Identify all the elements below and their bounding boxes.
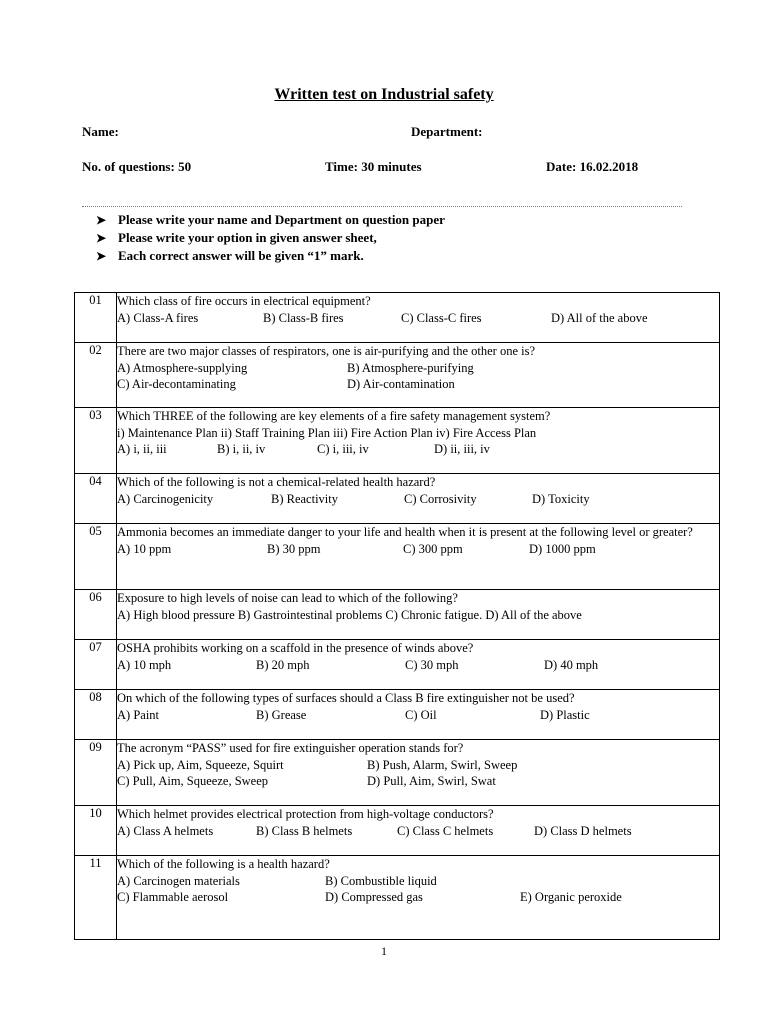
- question-number: 05: [75, 524, 117, 590]
- arrow-bullet-icon: ➤: [96, 249, 107, 263]
- question-number: 11: [75, 856, 117, 940]
- option-b: B) 20 mph: [256, 657, 310, 672]
- question-text: The acronym “PASS” used for fire extinguisher operation stands for?: [117, 741, 464, 755]
- question-subtext: i) Maintenance Plan ii) Staff Training Plan iii) Fire Action Plan iv) Fire Access Plan: [117, 425, 537, 440]
- options-row: [117, 360, 719, 377]
- option-d: D) Compressed gas: [325, 890, 423, 904]
- option-d: D) Pull, Aim, Swirl, Swat: [367, 774, 496, 788]
- option-c: C) i, iii, iv: [317, 442, 369, 456]
- question-text: On which of the following types of surfaces should a Class B fire extinguisher not be used?: [117, 691, 575, 705]
- question-number: 09: [75, 740, 117, 806]
- option-d: D) Plastic: [540, 707, 590, 722]
- question-text: Which of the following is not a chemical-related health hazard?: [117, 475, 436, 489]
- question-body: [117, 293, 720, 343]
- questions-table: [74, 292, 720, 940]
- option-d: D) Toxicity: [532, 491, 590, 506]
- option-a: A) Paint: [117, 707, 160, 722]
- question-text: OSHA prohibits working on a scaffold in the presence of winds above?: [117, 641, 474, 655]
- options-row: [117, 773, 719, 790]
- option-c: C) Class C helmets: [397, 823, 494, 838]
- option-c: C) 30 mph: [405, 657, 459, 672]
- instruction-text: Please write your option in given answer sheet,: [118, 230, 377, 245]
- option-c: C) Air-decontaminating: [117, 377, 236, 391]
- option-a: A) Pick up, Aim, Squeeze, Squirt: [117, 757, 284, 772]
- question-body: [117, 590, 720, 640]
- question-number: 06: [75, 590, 117, 640]
- instruction-text: Each correct answer will be given “1” mark.: [118, 248, 364, 263]
- option-c: C) Flammable aerosol: [117, 890, 229, 904]
- option-a: A) Class-A fires: [117, 310, 199, 325]
- option-e: E) Organic peroxide: [520, 890, 622, 904]
- page-title: Written test on Industrial safety: [274, 86, 494, 103]
- options-row: [117, 376, 719, 393]
- option-d: D) Class D helmets: [534, 823, 632, 838]
- options-row: [117, 823, 719, 840]
- options-row: A) High blood pressure B) Gastrointestinal problems C) Chronic fatigue. D) All of the above: [117, 607, 582, 622]
- question-body: [117, 408, 720, 474]
- question-text: Ammonia becomes an immediate danger to your life and health when it is present at the following level or greater?: [117, 525, 693, 539]
- question-number: 04: [75, 474, 117, 524]
- option-a: A) 10 ppm: [117, 541, 172, 556]
- options-row: [117, 441, 719, 458]
- page-number: 1: [381, 944, 387, 958]
- option-b: B) Push, Alarm, Swirl, Sweep: [367, 757, 518, 772]
- question-text: Which helmet provides electrical protection from high-voltage conductors?: [117, 807, 494, 821]
- options-row: [117, 310, 719, 327]
- question-body: [117, 640, 720, 690]
- option-b: B) Reactivity: [271, 491, 338, 506]
- options-row: [117, 491, 719, 508]
- option-a: A) Atmosphere-supplying: [117, 360, 248, 375]
- question-number: 10: [75, 806, 117, 856]
- option-a: A) Carcinogen materials: [117, 873, 240, 888]
- question-row: [75, 474, 720, 524]
- question-row: [75, 690, 720, 740]
- option-c: C) Class-C fires: [401, 310, 482, 325]
- options-row: [117, 873, 719, 890]
- name-label: Name:: [82, 124, 119, 139]
- question-text: Which of the following is a health hazard?: [117, 857, 330, 871]
- question-body: [117, 524, 720, 590]
- question-row: [75, 293, 720, 343]
- department-label: Department:: [411, 124, 483, 139]
- instruction-item: [96, 229, 445, 247]
- question-number: 08: [75, 690, 117, 740]
- question-row: [75, 806, 720, 856]
- question-row: [75, 640, 720, 690]
- option-b: B) i, ii, iv: [217, 442, 266, 456]
- option-d: D) Air-contamination: [347, 377, 455, 391]
- question-row: [75, 740, 720, 806]
- dotted-divider: [82, 206, 682, 207]
- option-b: B) Atmosphere-purifying: [347, 360, 474, 375]
- option-b: B) Class-B fires: [263, 310, 344, 325]
- question-text: Which class of fire occurs in electrical equipment?: [117, 294, 371, 308]
- option-d: D) ii, iii, iv: [434, 442, 490, 456]
- options-row: [117, 657, 719, 674]
- question-text: Exposure to high levels of noise can lead to which of the following?: [117, 591, 458, 605]
- question-body: [117, 740, 720, 806]
- question-number: 01: [75, 293, 117, 343]
- option-b: B) 30 ppm: [267, 541, 321, 556]
- options-row: [117, 889, 719, 906]
- question-body: [117, 806, 720, 856]
- question-number: 02: [75, 343, 117, 408]
- option-d: D) 1000 ppm: [529, 541, 596, 556]
- arrow-bullet-icon: ➤: [96, 231, 107, 245]
- options-row: [117, 541, 719, 558]
- option-d: D) All of the above: [551, 310, 648, 325]
- question-row: [75, 856, 720, 940]
- option-a: A) Carcinogenicity: [117, 491, 214, 506]
- option-b: B) Grease: [256, 707, 307, 722]
- option-c: C) Corrosivity: [404, 491, 477, 506]
- instruction-text: Please write your name and Department on question paper: [118, 212, 445, 227]
- instruction-item: [96, 211, 445, 229]
- option-c: C) Oil: [405, 707, 437, 722]
- questions-count-label: No. of questions: 50: [82, 159, 192, 174]
- option-c: C) 300 ppm: [403, 541, 463, 556]
- instruction-item: [96, 247, 445, 265]
- question-text: There are two major classes of respirators, one is air-purifying and the other one is?: [117, 344, 536, 358]
- instructions-list: [96, 211, 445, 265]
- option-a: A) Class A helmets: [117, 823, 214, 838]
- question-body: [117, 856, 720, 940]
- option-c: C) Pull, Aim, Squeeze, Sweep: [117, 774, 269, 788]
- question-text: Which THREE of the following are key elements of a fire safety management system?: [117, 409, 551, 423]
- options-row: [117, 757, 719, 774]
- option-a: A) i, ii, iii: [117, 442, 167, 456]
- question-number: 07: [75, 640, 117, 690]
- question-row: [75, 590, 720, 640]
- question-body: [117, 474, 720, 524]
- question-body: [117, 690, 720, 740]
- question-number: 03: [75, 408, 117, 474]
- arrow-bullet-icon: ➤: [96, 213, 107, 227]
- time-label: Time: 30 minutes: [325, 159, 422, 174]
- option-a: A) 10 mph: [117, 657, 172, 672]
- question-row: [75, 343, 720, 408]
- question-row: [75, 524, 720, 590]
- option-b: B) Combustible liquid: [325, 873, 437, 888]
- options-row: [117, 707, 719, 724]
- option-d: D) 40 mph: [544, 657, 599, 672]
- option-b: B) Class B helmets: [256, 823, 353, 838]
- question-body: [117, 343, 720, 408]
- date-label: Date: 16.02.2018: [546, 159, 639, 174]
- question-row: [75, 408, 720, 474]
